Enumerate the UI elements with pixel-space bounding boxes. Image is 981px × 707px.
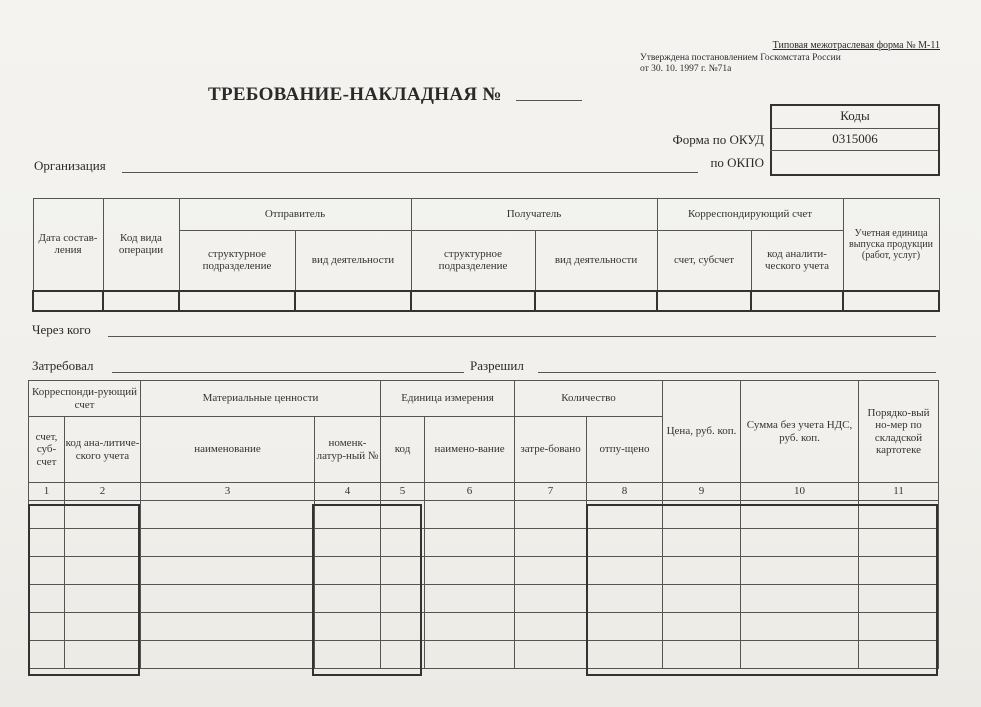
table-cell[interactable] [141,501,315,529]
receiver-activity-header: вид деятельности [535,231,657,291]
corr-account-cell[interactable] [657,291,751,311]
operation-code-cell[interactable] [103,291,179,311]
col-number: 4 [315,483,381,501]
block-outline-nomen [312,504,422,676]
unit-cell[interactable] [843,291,939,311]
nomenclature-header: номенк-латур-ный № [315,417,381,483]
column-numbers-row [29,483,939,501]
table-cell[interactable] [515,641,587,669]
page-title: ТРЕБОВАНИЕ-НАКЛАДНАЯ № [208,84,502,105]
block-outline-accounts [28,504,140,676]
table-cell[interactable] [515,557,587,585]
col-number: 9 [663,483,741,501]
col-number: 3 [141,483,315,501]
t2-analytic-header: код ана-литиче-ского учета [65,417,141,483]
col-number: 5 [381,483,425,501]
table-cell[interactable] [425,641,515,669]
name-header: наименование [141,417,315,483]
approved-line-2: от 30. 10. 1997 г. №71а [640,64,732,74]
okud-value[interactable]: 0315006 [832,131,878,146]
requested-qty-header: затре-бовано [515,417,587,483]
corr-analytic-cell[interactable] [751,291,843,311]
block-outline-values [586,504,938,676]
requested-field[interactable] [112,372,464,373]
through-field[interactable] [108,336,936,337]
date-cell[interactable] [33,291,103,311]
operation-code-header: Код вида операции [103,199,179,291]
table-cell[interactable] [515,501,587,529]
col-number: 11 [859,483,939,501]
table-cell[interactable] [425,557,515,585]
t2-account-header: счет, суб-счет [29,417,65,483]
col-number: 6 [425,483,515,501]
okud-label: Форма по ОКУД [672,132,764,147]
sender-activity-header: вид деятельности [295,231,411,291]
sender-activity-cell[interactable] [295,291,411,311]
receiver-struct-cell[interactable] [411,291,535,311]
codes-heading: Коды [840,108,870,123]
allowed-field[interactable] [538,372,936,373]
table-cell[interactable] [141,613,315,641]
receiver-activity-cell[interactable] [535,291,657,311]
corr-analytic-header: код аналити-ческого учета [751,231,843,291]
price-header: Цена, руб. коп. [663,381,741,483]
approved-line-1: Утверждена постановлением Госкомстата России [640,53,841,63]
okpo-label: по ОКПО [710,155,764,170]
sum-header: Сумма без учета НДС, руб. коп. [741,381,859,483]
col-number: 2 [65,483,141,501]
materials-header: Материальные ценности [141,381,381,417]
organization-field[interactable] [122,172,698,173]
col-number: 8 [587,483,663,501]
table-cell[interactable] [141,641,315,669]
col-number: 1 [29,483,65,501]
unit-measure-header: Единица измерения [381,381,515,417]
table-cell[interactable] [515,613,587,641]
through-label: Через кого [32,322,91,337]
table-cell[interactable] [515,585,587,613]
sender-receiver-table [32,198,940,312]
corr-account-header: Корреспондирующий счет [657,199,843,231]
corr-account-sub-header: счет, субсчет [657,231,751,291]
form-type-label: Типовая межотраслевая форма № М-11 [772,40,940,51]
allowed-label: Разрешил [470,358,524,373]
requested-label: Затребовал [32,358,94,373]
unit-header: Учетная единица выпуска продукции (работ, услуг) [843,199,939,291]
receiver-struct-header: структурное подразделение [411,231,535,291]
date-header: Дата состав-ления [33,199,103,291]
table-cell[interactable] [515,529,587,557]
table-cell[interactable] [425,501,515,529]
col-number: 10 [741,483,859,501]
table-cell[interactable] [425,613,515,641]
sender-struct-cell[interactable] [179,291,295,311]
table-cell[interactable] [141,585,315,613]
table-cell[interactable] [141,529,315,557]
sender-struct-header: структурное подразделение [179,231,295,291]
table-cell[interactable] [425,529,515,557]
table-cell[interactable] [425,585,515,613]
organization-label: Организация [34,158,106,173]
released-qty-header: отпу-щено [587,417,663,483]
col-number: 7 [515,483,587,501]
quantity-header: Количество [515,381,663,417]
card-number-header: Порядко-вый но-мер по складской картотеке [859,381,939,483]
title-number-field[interactable] [516,100,582,101]
table-cell[interactable] [141,557,315,585]
unit-code-header: код [381,417,425,483]
unit-name-header: наимено-вание [425,417,515,483]
sender-header: Отправитель [179,199,411,231]
receiver-header: Получатель [411,199,657,231]
t2-corr-account-header: Корреспонди-рующий счет [29,381,141,417]
